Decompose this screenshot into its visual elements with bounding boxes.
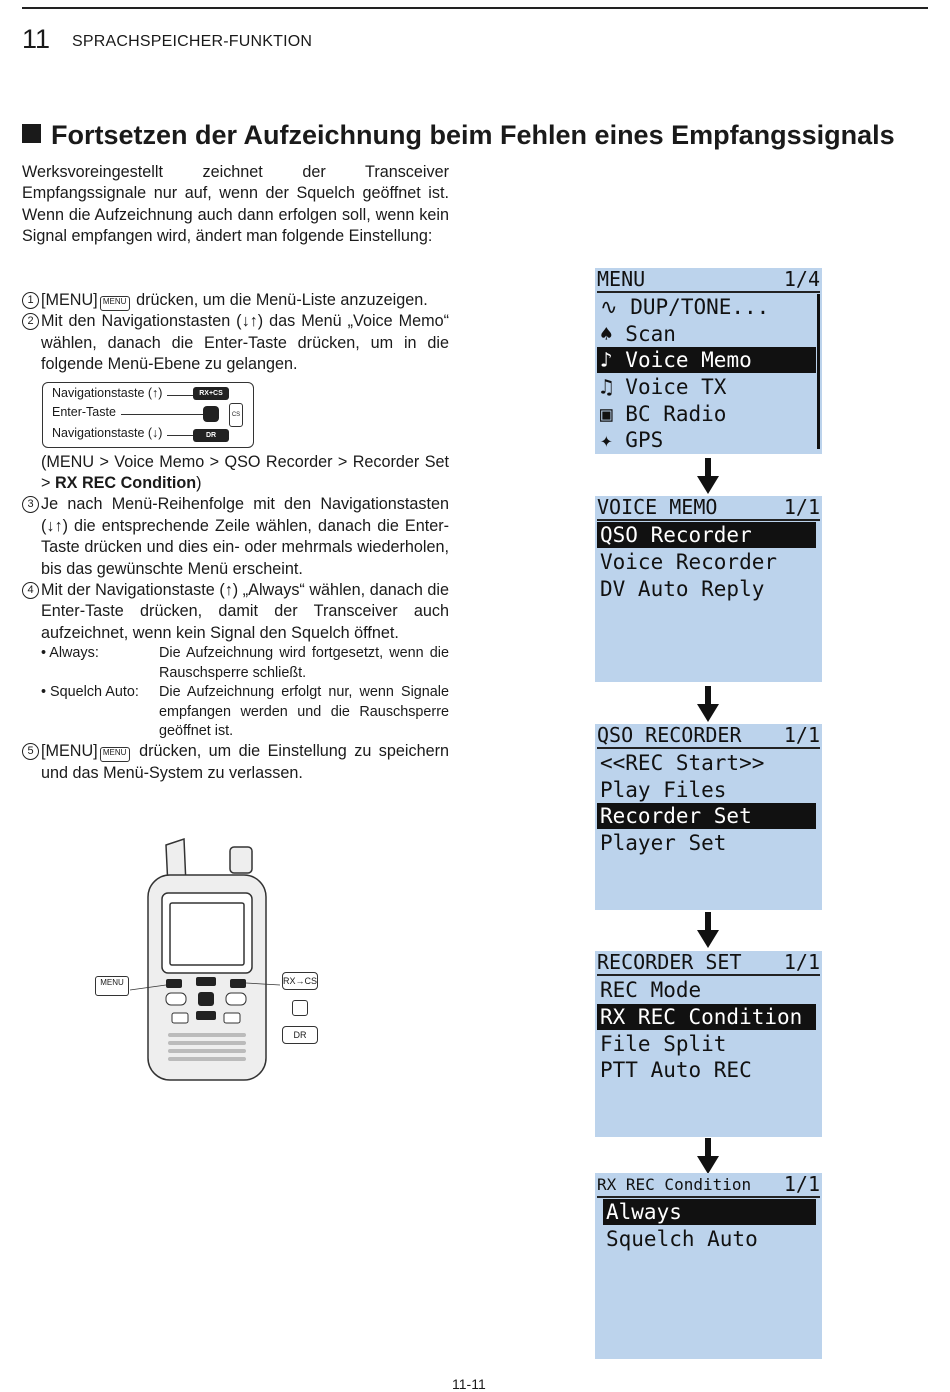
option-list (22, 644, 449, 741)
lcd-recorder-set-screen (595, 951, 822, 1137)
lcd-title: RECORDER SET (597, 950, 742, 974)
lcd-header (597, 724, 820, 749)
step-number-icon (22, 496, 39, 513)
chapter-title: SPRACHSPEICHER-FUNKTION (72, 33, 313, 50)
down-arrow-icon (697, 1138, 719, 1174)
section-title: Fortsetzen der Aufzeichnung beim Fehlen eines Empfangssignals (51, 120, 895, 150)
lcd-row-selected: Recorder Set (597, 803, 816, 829)
step-2-text: Mit den Navigationstasten (↓↑) das Menü „Voice Memo“ wählen, danach die Enter-Taste drücken, um in die folgende Menü-Ebene zu gelangen. (41, 312, 449, 374)
lcd-title: RX REC Condition (597, 1175, 752, 1194)
lcd-row-selected: Always (603, 1199, 816, 1225)
lcd-title: MENU (597, 267, 646, 291)
lcd-row (597, 427, 816, 453)
step-number-icon (22, 292, 39, 309)
lcd-row (597, 294, 816, 320)
lcd-voice-memo-screen (595, 496, 822, 682)
lcd-page: 1/1 (783, 495, 820, 519)
rxcs-key-icon: RX→CS (282, 972, 318, 990)
option-always (41, 644, 449, 683)
enter-label: Enter-Taste (52, 405, 116, 419)
lcd-menu-screen (595, 268, 822, 454)
lcd-row-label: Voice Memo (625, 348, 752, 372)
lcd-qso-recorder-screen (595, 724, 822, 910)
microphone-icon: ♪ (600, 348, 626, 372)
option-description: Die Aufzeichnung erfolgt nur, wenn Signale empfangen werden und die Rauschsperre geöffnet ist. (159, 684, 449, 739)
menu-path-target: RX REC Condition (54, 474, 197, 493)
lcd-row: Player Set (600, 831, 727, 855)
enter-key-icon (292, 1000, 308, 1016)
lcd-page: 1/1 (783, 723, 820, 747)
lcd-row: PTT Auto REC (600, 1058, 752, 1082)
intro-paragraph: Werksvoreingestellt zeichnet der Transceiver Empfangssignale nur auf, wenn der Squelch geöffnet ist. Wenn die Aufzeichnung auch dann erfolgen soll, wenn kein Signal empfangen wird, ändert man folgende Einstellung: (22, 163, 449, 246)
lcd-row (597, 321, 816, 347)
lcd-row (597, 401, 816, 427)
menu-key-icon: MENU (95, 976, 129, 996)
radio-icon: ▣ (600, 402, 626, 426)
option-squelch-auto (41, 683, 449, 741)
step-number-icon (22, 313, 39, 330)
binoculars-icon: ♠ (600, 322, 626, 346)
lcd-title: QSO RECORDER (597, 723, 742, 747)
step-5-menu-label: [MENU] (41, 742, 98, 761)
down-arrow-icon (697, 912, 719, 948)
step-1 (22, 290, 449, 311)
nav-down-label: Navigationstaste (↓) (52, 426, 163, 440)
lcd-header (597, 951, 820, 976)
step-4 (22, 580, 449, 644)
callout-line (121, 414, 203, 415)
down-arrow-icon (697, 458, 719, 494)
lcd-row (597, 374, 816, 400)
lcd-row: Voice Recorder (600, 550, 778, 574)
lcd-page: 1/1 (783, 1172, 820, 1196)
header-rule (22, 7, 928, 9)
menu-path-prefix: (MENU > Voice Memo > QSO Recorder > Recorder Set > (41, 452, 449, 493)
lcd-row: REC Mode (600, 978, 702, 1002)
lcd-row-label: GPS (625, 428, 664, 452)
lcd-page: 1/4 (783, 267, 820, 291)
menu-path (22, 452, 449, 495)
option-term: • Always: (41, 645, 99, 662)
step-1-text: drücken, um die Menü-Liste anzuzeigen. (131, 291, 428, 309)
cs-key-icon: CS (229, 403, 243, 427)
chapter-number: 11 (22, 24, 51, 54)
step-4-text: Mit der Navigationstaste (↑) „Always“ wählen, danach die Enter-Taste drücken, damit der Transceiver auch aufzeichnet, wenn kein Signal den Squelch öffnet. (41, 581, 449, 642)
lcd-row: Play Files (600, 778, 727, 802)
scrollbar (817, 294, 820, 449)
nav-up-label: Navigationstaste (↑) (52, 386, 163, 400)
menu-key-icon: MENU (100, 296, 130, 311)
page-number: 11-11 (452, 1376, 486, 1392)
lcd-row: File Split (600, 1032, 727, 1056)
down-arrow-icon (697, 686, 719, 722)
option-description: Die Aufzeichnung wird fortgesetzt, wenn die Rauschsperre schließt. (159, 645, 449, 681)
voice-tx-icon: ♫ (600, 375, 626, 399)
radio-illustration (90, 835, 330, 1085)
lcd-row-label: Voice TX (625, 375, 727, 399)
lcd-title: VOICE MEMO (597, 495, 718, 519)
steps-list (22, 290, 449, 784)
lcd-header (597, 268, 820, 293)
lcd-page: 1/1 (783, 950, 820, 974)
enter-key-icon (203, 406, 219, 422)
lcd-row-selected: RX REC Condition (597, 1004, 816, 1030)
step-3-text: Je nach Menü-Reihenfolge mit den Navigationstasten (↓↑) die entsprechende Zeile wählen, danach die Enter-Taste drücken und dies ein- oder mehrmals wiederholen, bis das gewünschte Menü erscheint. (41, 495, 449, 578)
lcd-header (597, 496, 820, 521)
lcd-row: <<REC Start>> (600, 751, 765, 775)
step-5-text: drücken, um die Einstellung zu speichern und das Menü-System zu verlassen. (41, 742, 449, 782)
menu-path-suffix: ) (196, 474, 202, 493)
callout-line (167, 395, 193, 396)
option-term: • Squelch Auto: (41, 684, 139, 701)
step-number-icon (22, 582, 39, 599)
lcd-row: DV Auto Reply (600, 577, 765, 601)
lcd-row-label: DUP/TONE... (630, 295, 770, 319)
lcd-rx-rec-condition-screen (595, 1173, 822, 1359)
dr-key-icon: DR (193, 429, 229, 442)
section-heading (22, 120, 895, 151)
dr-key-icon: DR (282, 1026, 318, 1044)
dup-tone-icon: ∿ (600, 295, 631, 319)
step-2 (22, 311, 449, 375)
step-number-icon (22, 743, 39, 760)
lcd-header (597, 1173, 820, 1198)
lcd-row-selected: QSO Recorder (597, 522, 816, 548)
square-bullet-icon (22, 124, 41, 143)
lcd-row-selected (597, 347, 816, 373)
lcd-row: Squelch Auto (606, 1227, 758, 1251)
satellite-icon: ✦ (600, 428, 626, 452)
step-1-menu-label: [MENU] (41, 291, 98, 309)
lcd-row-label: Scan (625, 322, 676, 346)
callout-line (167, 435, 193, 436)
key-callout-figure (42, 382, 254, 448)
step-5 (22, 741, 449, 784)
menu-key-icon: MENU (100, 747, 130, 762)
step-3 (22, 494, 449, 580)
rxcs-key-icon: RX+CS (193, 387, 229, 400)
lcd-row-label: BC Radio (625, 402, 727, 426)
